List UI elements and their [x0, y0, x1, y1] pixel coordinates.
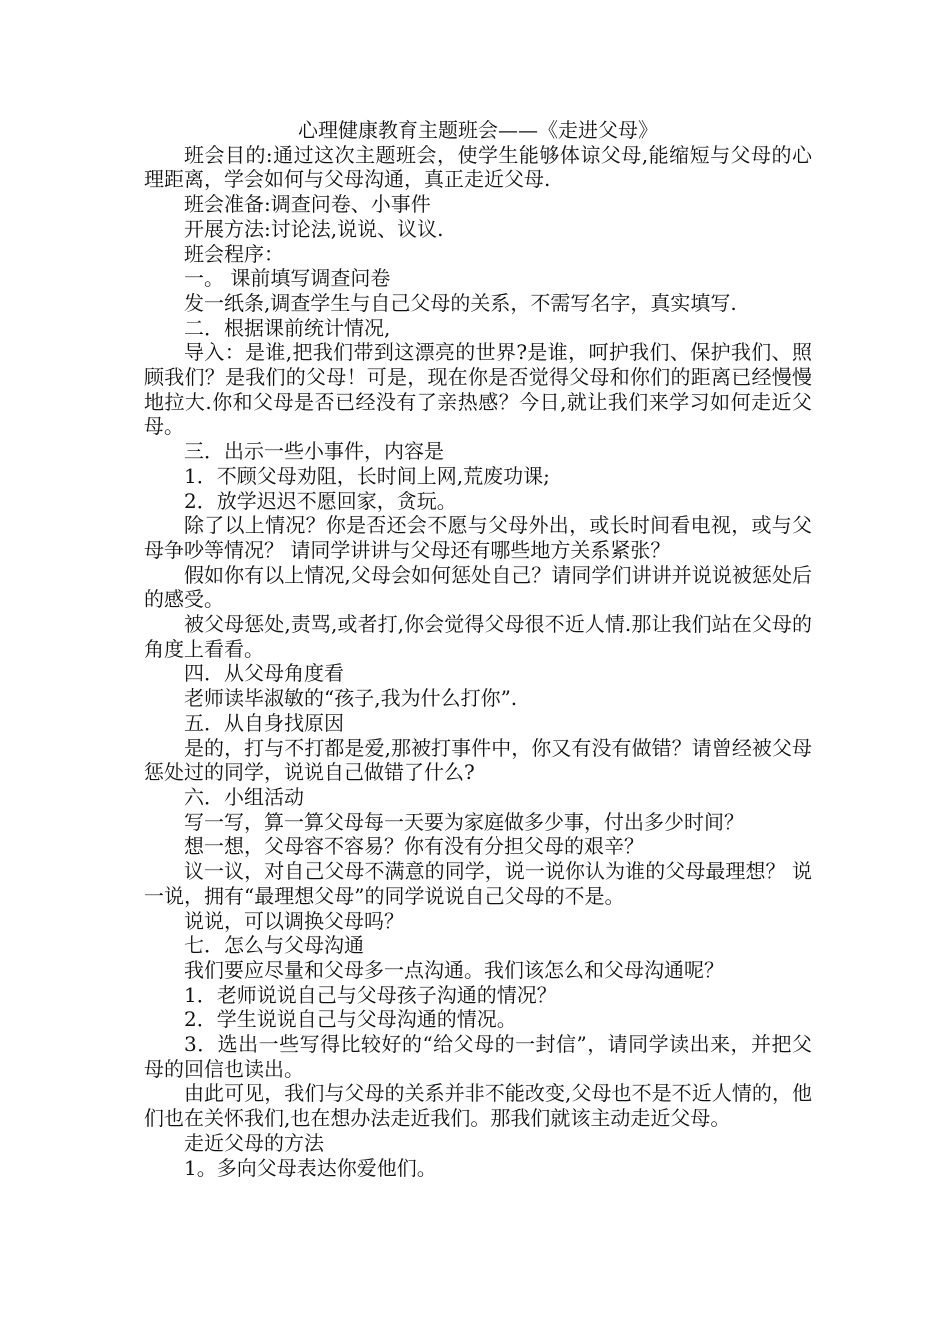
paragraph: 议一议，对自己父母不满意的同学，说一说你认为谁的父母最理想？ 说一说，拥有“最理想父母”的同学说说自己父母的不是。	[144, 859, 812, 908]
section-heading-3: 三．出示一些小事件，内容是	[184, 439, 444, 464]
paragraph: 由此可见，我们与父母的关系并非不能改变,父母也不是不近人情的，他们也在关怀我们,也在想办法走近我们。那我们就该主动走近父母。	[144, 1081, 812, 1131]
paragraph: 写一写，算一算父母每一天要为家庭做多少事，付出多少时间？	[184, 809, 744, 834]
list-item: 1．不顾父母劝阻，长时间上网,荒废功课;	[184, 463, 550, 488]
document-title: 心理健康教育主题班会——《走进父母》	[298, 118, 658, 142]
paragraph-preparation: 班会准备:调查问卷、小事件	[184, 192, 431, 217]
paragraph: 导入：是谁,把我们带到这漂亮的世界?是谁，呵护我们、保护我们、照顾我们？是我们的父母！可是，现在你是否觉得父母和你们的距离已经慢慢地拉大.你和父母是否已经没有了亲热感？今日,就让我们来学习如何走近父母。	[144, 340, 812, 439]
paragraph: 除了以上情况？你是否还会不愿与父母外出，或长时间看电视，或与父母争吵等情况？ 请同学讲讲与父母还有哪些地方关系紧张？	[144, 513, 812, 562]
paragraph: 是的，打与不打都是爱,那被打事件中，你又有没有做错？请曾经被父母惩处过的同学，说说自己做错了什么?	[144, 735, 812, 785]
list-item: 2．放学迟迟不愿回家，贪玩。	[184, 488, 457, 513]
paragraph: 老师读毕淑敏的“孩子,我为什么打你”.	[184, 686, 518, 711]
paragraph: 说说，可以调换父母吗？	[184, 908, 404, 933]
list-item: 1。多向父母表达你爱他们。	[184, 1155, 437, 1180]
document-body	[144, 118, 812, 1180]
paragraph-procedure: 班会程序：	[184, 241, 284, 266]
section-heading-1: 一。 课前填写调查问卷	[184, 266, 391, 291]
section-heading-5: 五．从自身找原因	[184, 710, 344, 735]
section-heading-7: 七．怎么与父母沟通	[184, 933, 364, 958]
paragraph: 发一纸条,调查学生与自己父母的关系，不需写名字，真实填写.	[184, 290, 737, 315]
paragraph: 被父母惩处,责骂,或者打,你会觉得父母很不近人情.那让我们站在父母的角度上看看。	[144, 612, 812, 661]
subsection-heading: 走近父母的方法	[184, 1130, 324, 1155]
paragraph-purpose: 班会目的:通过这次主题班会，使学生能够体谅父母,能缩短与父母的心理距离，学会如何与父母沟通，真正走近父母.	[144, 142, 812, 192]
list-item: 3．选出一些写得比较好的“给父母的一封信”，请同学读出来，并把父母的回信也读出。	[144, 1032, 812, 1081]
paragraph-method: 开展方法:讨论法,说说、议议.	[184, 216, 444, 241]
paragraph: 想一想，父母容不容易？你有没有分担父母的艰辛？	[184, 834, 644, 859]
section-heading-6: 六．小组活动	[184, 784, 304, 809]
paragraph: 我们要应尽量和父母多一点沟通。我们该怎么和父母沟通呢？	[184, 957, 724, 982]
section-heading-4: 四．从父母角度看	[184, 661, 344, 686]
list-item: 1．老师说说自己与父母孩子沟通的情况？	[184, 982, 557, 1007]
section-heading-2: 二．根据课前统计情况,	[184, 315, 391, 340]
paragraph: 假如你有以上情况,父母会如何惩处自己？请同学们讲讲并说说被惩处后的感受。	[144, 562, 812, 612]
list-item: 2．学生说说自己与父母沟通的情况。	[184, 1007, 517, 1032]
